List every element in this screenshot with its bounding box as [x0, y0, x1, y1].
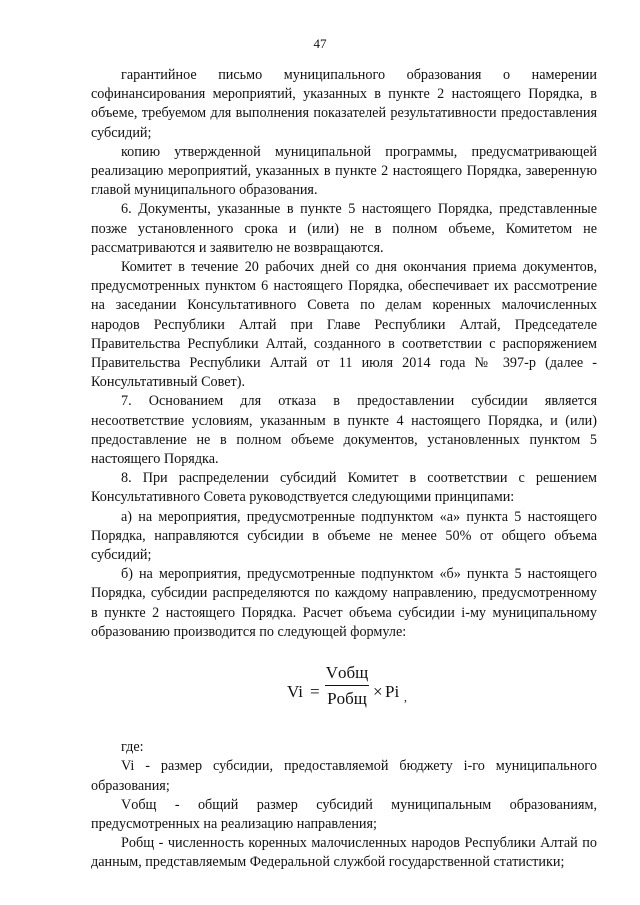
paragraph-program-copy: копию утвержденной муниципальной программы, предусматривающей реализацию мероприятий, указанных в пункте 2 настоящего Порядка, заверенную главой муниципального образования.: [91, 143, 597, 199]
formula-lhs: Vi: [287, 682, 303, 702]
paragraph-item-6: 6. Документы, указанные в пункте 5 настоящего Порядка, представленные позже установленного срока и (или) не в полном объеме, Комитетом не рассматриваются и заявителю не возвращаются.: [91, 201, 597, 256]
formula-comma: ,: [404, 690, 407, 705]
formula-equals: =: [310, 682, 320, 702]
subsidy-formula: [91, 662, 597, 722]
page-number: 47: [313, 36, 327, 51]
formula-times: ×: [373, 682, 383, 702]
paragraph-guarantee-letter: гарантийное письмо муниципального образования о намерении софинансирования мероприятий, указанных в пункте 2 настоящего Порядка, в объеме, требуемом для выполнения показателей результативности предоставления субсидий;: [91, 67, 597, 141]
paragraph-subitem-a: а) на мероприятия, предусмотренные подпунктом «а» пункта 5 настоящего Порядка, направляются субсидии в объеме не менее 50% от общего объема субсидий;: [91, 508, 597, 564]
paragraph-where: где:: [121, 739, 144, 756]
fraction-bar: [325, 685, 369, 686]
paragraph-subitem-b: б) на мероприятия, предусмотренные подпунктом «б» пункта 5 настоящего Порядка, субсидии распределяются по каждому направлению, предусмотренному в пункте 2 настоящего Порядка. Расчет объема субсидии i-му муниципальному образованию производится по следующей формуле:: [91, 566, 597, 640]
paragraph-committee-review: Комитет в течение 20 рабочих дней со дня окончания приема документов, предусмотренных пунктом 6 настоящего Порядка, обеспечивает их рассмотрение на заседании Консультативного Совета по делам коренных малочисленных народов Республики Алтай при Главе Республики Алтай, Председателе Правительства Республики Алтай, созданного в соответствии с распоряжением Правительства Республики Алтай от 11 июля 2014 года № 397-р (далее - Консультативный Совет).: [91, 259, 597, 391]
definition-ptotal: Pобщ - численность коренных малочисленных народов Республики Алтай по данным, представляемым Федеральной службой государственной статистики;: [91, 835, 597, 871]
formula-denominator: Pобщ: [327, 689, 367, 709]
formula-numerator: Vобщ: [325, 663, 369, 683]
formula-rhs: Pi: [385, 682, 400, 702]
paragraph-item-8: 8. При распределении субсидий Комитет в соответствии с решением Консультативного Совета руководствуется следующими принципами:: [91, 470, 597, 506]
definition-vtotal: Vобщ - общий размер субсидий муниципальным образованиям, предусмотренных на реализацию направления;: [91, 796, 597, 832]
paragraph-item-7: 7. Основанием для отказа в предоставлении субсидии является несоответствие условиям, указанным в пункте 4 настоящего Порядка, и (или) предоставление не в полном объеме документов, установленных пунктом 5 настоящего Порядка.: [91, 393, 597, 468]
definition-vi: Vi - размер субсидии, предоставляемой бюджету i-го муниципального образования;: [91, 758, 597, 794]
document-body: [91, 66, 597, 873]
formula-fraction: [325, 663, 369, 709]
